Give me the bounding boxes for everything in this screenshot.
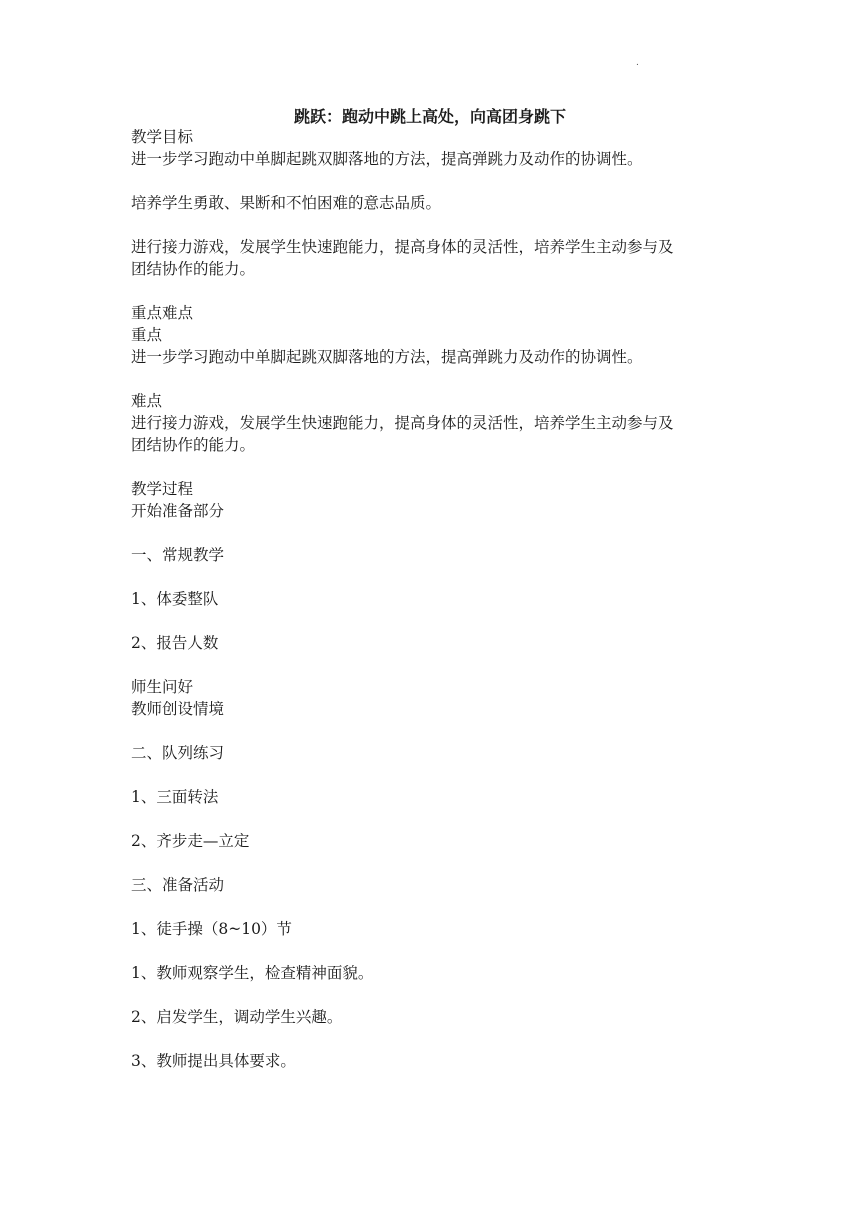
section-routine: 一、常规教学	[131, 546, 225, 564]
paragraph: 进行接力游戏，发展学生快速跑能力，提高身体的灵活性，培养学生主动参与及	[131, 238, 674, 256]
paragraph: 培养学生勇敢、果断和不怕困难的意志品质。	[131, 194, 442, 212]
header-mark: .	[636, 58, 639, 68]
subheading-difficulty: 难点	[131, 392, 163, 410]
document-title: 跳跃：跑动中跳上高处，向高团身跳下	[293, 107, 566, 126]
paragraph: 进行接力游戏，发展学生快速跑能力，提高身体的灵活性，培养学生主动参与及	[131, 414, 674, 432]
list-item: 2、齐步走—立定	[131, 832, 250, 850]
list-item: 2、启发学生，调动学生兴趣。	[131, 1008, 343, 1026]
list-item: 1、徒手操（8~10）节	[131, 920, 292, 938]
paragraph: 进一步学习跑动中单脚起跳双脚落地的方法，提高弹跳力及动作的协调性。	[131, 348, 643, 366]
list-item: 1、三面转法	[131, 788, 219, 806]
paragraph: 师生问好	[131, 678, 194, 696]
subheading-start: 开始准备部分	[131, 502, 225, 520]
heading-teaching-process: 教学过程	[131, 480, 194, 498]
paragraph-continued: 团结协作的能力。	[131, 436, 256, 454]
heading-teaching-goals: 教学目标	[131, 128, 194, 146]
section-warmup: 三、准备活动	[131, 876, 225, 894]
paragraph: 进一步学习跑动中单脚起跳双脚落地的方法，提高弹跳力及动作的协调性。	[131, 150, 643, 168]
paragraph: 教师创设情境	[131, 700, 225, 718]
list-item: 1、教师观察学生，检查精神面貌。	[131, 964, 374, 982]
list-item: 2、报告人数	[131, 634, 219, 652]
list-item: 3、教师提出具体要求。	[131, 1052, 296, 1070]
list-item: 1、体委整队	[131, 590, 219, 608]
paragraph-continued: 团结协作的能力。	[131, 260, 256, 278]
heading-key-points: 重点难点	[131, 304, 194, 322]
section-formation: 二、队列练习	[131, 744, 225, 762]
subheading-key: 重点	[131, 326, 163, 344]
